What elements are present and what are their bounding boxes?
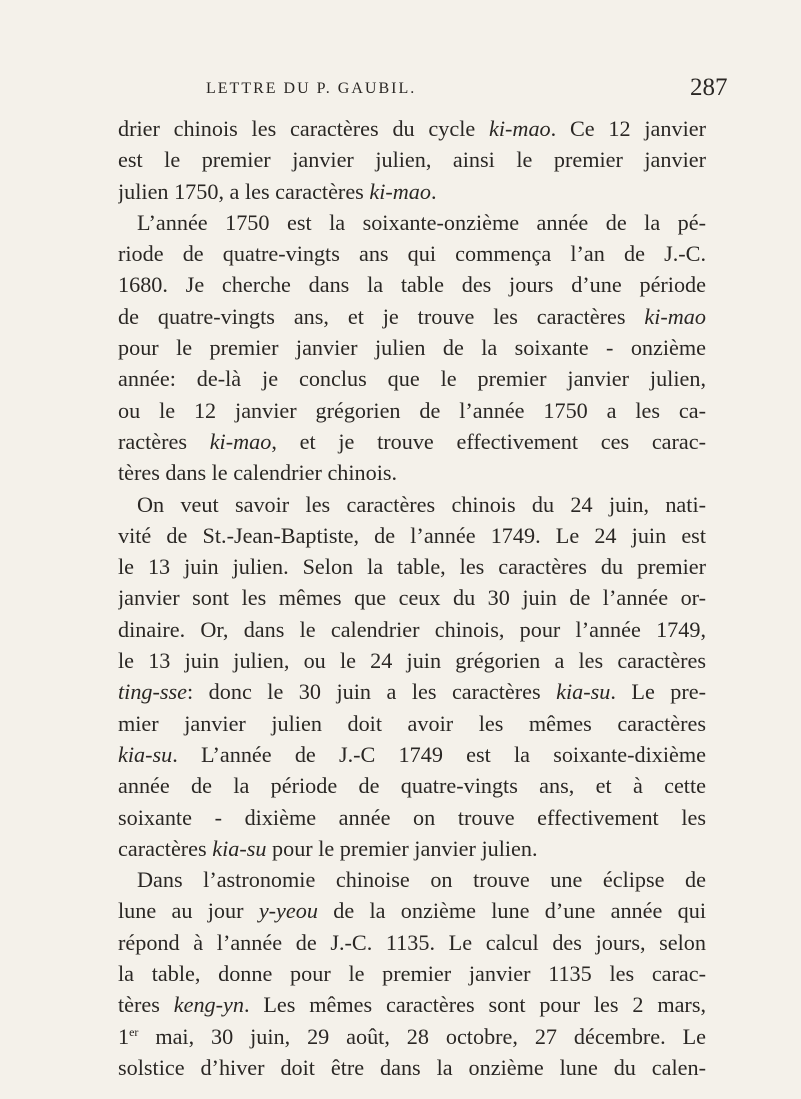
text-segment: solstice d’hiver doit être dans la onzième lune du calen- — [118, 1054, 706, 1080]
text-segment: tères dans le calendrier chinois. — [118, 460, 398, 486]
italic-term: ki-mao — [369, 178, 431, 204]
text-line — [118, 395, 706, 426]
text-line — [118, 708, 706, 739]
text-segment: . Ce 12 janvier — [550, 116, 706, 141]
text-line — [118, 802, 706, 833]
text-segment: le 13 juin julien. Selon la table, les caractères du premier — [118, 554, 706, 580]
text-segment: . L’année de J.-C 1749 est la soixante-dixième — [172, 741, 706, 767]
text-segment: janvier sont les mêmes que ceux du 30 juin de l’année or- — [118, 585, 706, 611]
running-head: LETTRE DU P. GAUBIL. — [206, 80, 417, 97]
text-line — [118, 238, 706, 269]
text-line — [118, 457, 706, 488]
text-line — [118, 520, 706, 551]
italic-term: ki-mao — [489, 116, 551, 141]
text-segment: répond à l’année de J.-C. 1135. Le calcul des jours, selon — [118, 929, 706, 955]
text-segment: pour le premier janvier julien. — [266, 835, 538, 861]
text-segment: est le premier janvier julien, ainsi le premier janvier — [118, 147, 706, 173]
text-line — [118, 989, 706, 1020]
text-segment: année: de-là je conclus que le premier janvier julien, — [118, 366, 706, 392]
text-segment: 1680. Je cherche dans la table des jours d’une période — [118, 272, 706, 298]
italic-term: ki-mao — [209, 428, 272, 454]
body-text — [118, 113, 706, 1083]
text-segment: dinaire. Or, dans le calendrier chinois, pour l’année 1749, — [118, 616, 706, 642]
text-segment: la table, donne pour le premier janvier 1135 les carac- — [118, 961, 706, 987]
text-segment: L’année 1750 est la soixante-onzième année de la pé- — [137, 209, 706, 235]
text-segment: année de la période de quatre-vingts ans, et à cette — [118, 773, 706, 799]
text-segment: : donc le 30 juin a les caractères — [187, 679, 557, 705]
text-line — [118, 770, 706, 801]
text-segment: 1 — [118, 1023, 130, 1049]
italic-term: kia-su — [212, 835, 267, 861]
text-line — [118, 895, 706, 926]
text-line — [118, 426, 706, 457]
italic-term: ting-sse — [118, 679, 188, 705]
text-segment: mai, 30 juin, 29 août, 28 octobre, 27 décembre. Le — [138, 1023, 706, 1049]
text-line — [118, 144, 706, 175]
text-line — [118, 927, 706, 958]
text-segment: drier chinois les caractères du cycle — [118, 116, 490, 141]
text-segment: julien 1750, a les caractères — [118, 178, 370, 204]
text-segment: . Les mêmes caractères sont pour les 2 mars, — [243, 992, 706, 1018]
text-line — [118, 645, 706, 676]
text-segment: soixante - dixième année on trouve effectivement les — [118, 804, 706, 830]
text-line — [118, 833, 706, 864]
text-segment: mier janvier julien doit avoir les mêmes caractères — [118, 710, 706, 736]
superscript: er — [129, 1024, 139, 1039]
italic-term: y-yeou — [258, 898, 318, 924]
text-segment: On veut savoir les caractères chinois du 24 juin, nati- — [137, 491, 706, 517]
italic-term: kia-su — [118, 741, 173, 767]
italic-term: ki-mao — [644, 303, 706, 329]
text-line — [118, 958, 706, 989]
italic-term: kia-su — [556, 679, 611, 705]
page-header — [0, 74, 801, 106]
italic-term: keng-yn — [173, 992, 244, 1018]
text-line — [118, 332, 706, 363]
text-segment: ou le 12 janvier grégorien de l’année 1750 a les ca- — [118, 397, 706, 423]
text-line — [118, 269, 706, 300]
text-segment: Dans l’astronomie chinoise on trouve une éclipse de — [137, 867, 706, 893]
text-segment: tères — [118, 992, 174, 1018]
text-segment: ractères — [118, 428, 210, 454]
text-segment: vité de St.-Jean-Baptiste, de l’année 1749. Le 24 juin est — [118, 522, 706, 548]
text-line — [118, 113, 706, 144]
text-segment: . — [430, 178, 437, 204]
text-line — [118, 207, 706, 238]
text-line — [118, 363, 706, 394]
text-line — [118, 551, 706, 582]
text-segment: riode de quatre-vingts ans qui commença l’an de J.-C. — [118, 241, 706, 267]
text-segment: caractères — [118, 835, 213, 861]
text-line — [118, 489, 706, 520]
text-line — [118, 1052, 706, 1083]
text-line — [118, 582, 706, 613]
text-segment: . Le pre- — [610, 679, 706, 705]
text-segment: lune au jour — [118, 898, 259, 924]
text-segment: , et je trouve effectivement ces carac- — [271, 428, 706, 454]
text-line — [118, 1021, 706, 1052]
text-segment: le 13 juin julien, ou le 24 juin grégorien a les caractères — [118, 648, 706, 674]
page-number: 287 — [690, 74, 728, 101]
text-segment: de la onzième lune d’une année qui — [317, 898, 706, 924]
text-line — [118, 614, 706, 645]
text-line — [118, 739, 706, 770]
text-line — [118, 301, 706, 332]
text-segment: pour le premier janvier julien de la soixante - onzième — [118, 335, 706, 361]
text-line — [118, 864, 706, 895]
text-line — [118, 676, 706, 707]
text-segment: de quatre-vingts ans, et je trouve les caractères — [118, 303, 645, 329]
text-line — [118, 176, 706, 207]
